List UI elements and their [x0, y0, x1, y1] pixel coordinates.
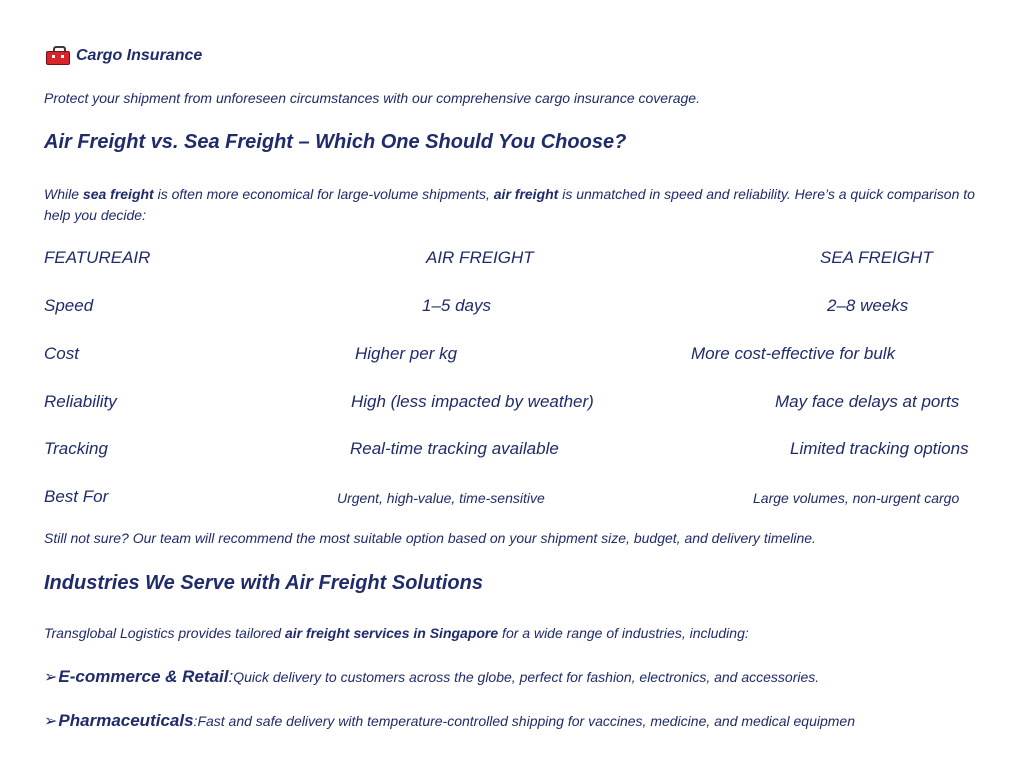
toolbox-icon [46, 49, 70, 65]
cargo-insurance-title: Cargo Insurance [76, 46, 203, 64]
intro-bold-sea: sea freight [82, 186, 154, 202]
table-header-sea: SEA FREIGHT [820, 248, 933, 267]
row-tracking-feature: Tracking [44, 439, 108, 458]
row-reliability-sea: May face delays at ports [775, 392, 960, 411]
industries-intro [44, 625, 749, 641]
row-bestfor-air: Urgent, high-value, time-sensitive [337, 490, 545, 506]
row-speed-air: 1–5 days [422, 296, 491, 315]
row-bestfor-feature: Best For [44, 487, 109, 506]
table-header-air: AIR FREIGHT [426, 248, 534, 267]
industry-title: E-commerce & Retail [58, 667, 229, 686]
industry-item-pharmaceuticals: ➢ Pharmaceuticals : Fast and safe delivery with temperature-controlled shipping for vaccines, medicine, and medical equipmen [44, 711, 855, 730]
industries-heading: Industries We Serve with Air Freight Solutions [44, 572, 483, 594]
row-cost-air: Higher per kg [355, 344, 458, 363]
industries-intro-bold: air freight services in Singapore [284, 625, 499, 641]
intro-text: While [44, 186, 83, 202]
row-bestfor-sea: Large volumes, non-urgent cargo [753, 490, 960, 506]
intro-text: is often more economical for large-volume shipments, [153, 186, 494, 202]
intro-bold-air: air freight [493, 186, 559, 202]
row-cost-feature: Cost [44, 344, 79, 363]
industry-description: Quick delivery to customers across the globe, perfect for fashion, electronics, and accessories. [233, 669, 820, 685]
intro-text: is unmatched in speed and reliability. Here’s a quick comparison to help you decide: [44, 186, 975, 223]
industries-intro-text: Transglobal Logistics provides tailored [44, 625, 285, 641]
row-tracking-air: Real-time tracking available [350, 439, 559, 458]
row-tracking-sea: Limited tracking options [790, 439, 969, 458]
cargo-insurance-description: Protect your shipment from unforeseen circumstances with our comprehensive cargo insurance coverage. [44, 90, 700, 106]
arrow-bullet-icon: ➢ [44, 713, 58, 730]
table-header-feature: FEATUREAIR [44, 248, 151, 267]
row-speed-sea: 2–8 weeks [827, 296, 909, 315]
row-speed-feature: Speed [44, 296, 94, 315]
row-reliability-air: High (less impacted by weather) [351, 392, 594, 411]
cargo-insurance-heading [46, 46, 202, 65]
row-reliability-feature: Reliability [44, 392, 117, 411]
comparison-intro [44, 184, 994, 226]
industry-item-ecommerce: ➢ E-commerce & Retail : Quick delivery to customers across the globe, perfect for fashion, electronics, and accessories. [44, 667, 820, 686]
row-cost-sea: More cost-effective for bulk [691, 344, 896, 363]
comparison-heading: Air Freight vs. Sea Freight – Which One Should You Choose? [44, 131, 627, 153]
arrow-bullet-icon: ➢ [44, 669, 58, 686]
industry-title: Pharmaceuticals [58, 711, 194, 730]
industries-intro-text: for a wide range of industries, including: [498, 625, 749, 641]
industry-description: Fast and safe delivery with temperature-controlled shipping for vaccines, medicine, and medical equipmen [197, 713, 855, 729]
comparison-note: Still not sure? Our team will recommend the most suitable option based on your shipment size, budget, and delivery timeline. [44, 530, 816, 546]
